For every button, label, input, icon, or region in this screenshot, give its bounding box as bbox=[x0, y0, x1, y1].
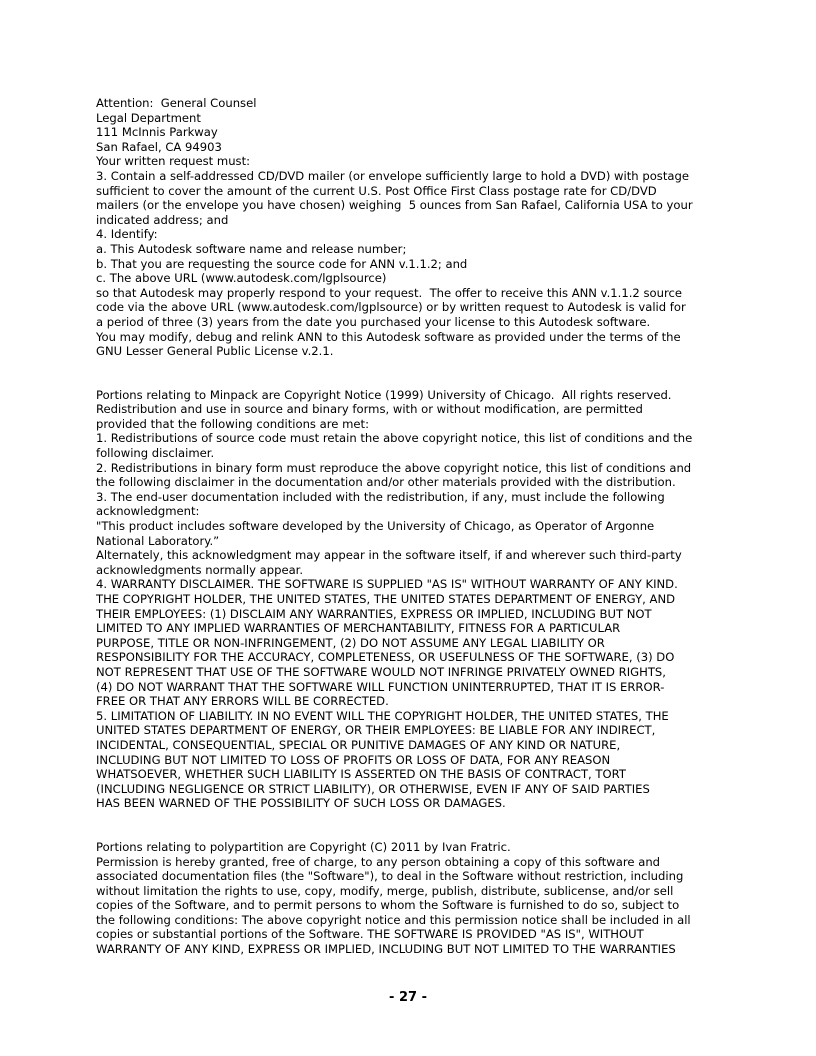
text-line: mailers (or the envelope you have chosen) weighing 5 ounces from San Rafael, California USA to your bbox=[96, 198, 693, 213]
section-spacer bbox=[96, 359, 726, 388]
text-line: Your written request must: bbox=[96, 154, 251, 169]
document-body bbox=[96, 96, 726, 957]
text-line: Permission is hereby granted, free of charge, to any person obtaining a copy of this software and bbox=[96, 854, 661, 869]
text-line: without limitation the rights to use, copy, modify, merge, publish, distribute, sublicense, and/or sell bbox=[96, 883, 674, 898]
text-line: acknowledgments normally appear. bbox=[96, 562, 304, 577]
text-line: 1. Redistributions of source code must retain the above copyright notice, this list of conditions and the bbox=[96, 431, 693, 446]
text-line: the following disclaimer in the documentation and/or other materials provided with the distribution. bbox=[96, 475, 676, 490]
text-line: THEIR EMPLOYEES: (1) DISCLAIM ANY WARRANTIES, EXPRESS OR IMPLIED, INCLUDING BUT NOT bbox=[96, 606, 652, 621]
text-line: UNITED STATES DEPARTMENT OF ENERGY, OR THEIR EMPLOYEES: BE LIABLE FOR ANY INDIRECT, bbox=[96, 723, 656, 738]
text-line: GNU Lesser General Public License v.2.1. bbox=[96, 344, 334, 359]
text-line: associated documentation files (the "Software"), to deal in the Software without restriction, including bbox=[96, 869, 684, 884]
text-line: Legal Department bbox=[96, 110, 201, 125]
text-line: b. That you are requesting the source code for ANN v.1.1.2; and bbox=[96, 256, 468, 271]
text-line: following disclaimer. bbox=[96, 446, 215, 461]
text-line: code via the above URL (www.autodesk.com/lgplsource) or by written request to Autodesk is valid for bbox=[96, 300, 686, 315]
section-spacer bbox=[96, 811, 726, 840]
text-line: RESPONSIBILITY FOR THE ACCURACY, COMPLETENESS, OR USEFULNESS OF THE SOFTWARE, (3) DO bbox=[96, 650, 675, 665]
text-line: acknowledgment: bbox=[96, 504, 200, 519]
text-line: National Laboratory.” bbox=[96, 533, 220, 548]
text-line: Alternately, this acknowledgment may appear in the software itself, if and wherever such third-party bbox=[96, 548, 682, 563]
text-line: LIMITED TO ANY IMPLIED WARRANTIES OF MERCHANTABILITY, FITNESS FOR A PARTICULAR bbox=[96, 621, 621, 636]
text-line: PURPOSE, TITLE OR NON-INFRINGEMENT, (2) DO NOT ASSUME ANY LEGAL LIABILITY OR bbox=[96, 635, 605, 650]
text-line: 2. Redistributions in binary form must reproduce the above copyright notice, this list of conditions and bbox=[96, 460, 692, 475]
text-line: Attention: General Counsel bbox=[96, 96, 257, 110]
text-line: San Rafael, CA 94903 bbox=[96, 139, 222, 154]
text-line: HAS BEEN WARNED OF THE POSSIBILITY OF SUCH LOSS OR DAMAGES. bbox=[96, 796, 506, 811]
text-line: c. The above URL (www.autodesk.com/lgplsource) bbox=[96, 271, 387, 286]
text-line: (INCLUDING NEGLIGENCE OR STRICT LIABILITY), OR OTHERWISE, EVEN IF ANY OF SAID PARTIES bbox=[96, 781, 650, 796]
text-line: a period of three (3) years from the date you purchased your license to this Autodesk software. bbox=[96, 314, 651, 329]
text-line: 4. Identify: bbox=[96, 227, 158, 242]
text-line: 4. WARRANTY DISCLAIMER. THE SOFTWARE IS SUPPLIED "AS IS" WITHOUT WARRANTY OF ANY KIND. bbox=[96, 577, 678, 592]
text-line: INCLUDING BUT NOT LIMITED TO LOSS OF PROFITS OR LOSS OF DATA, FOR ANY REASON bbox=[96, 752, 611, 767]
text-line: Portions relating to Minpack are Copyright Notice (1999) University of Chicago. All rights reserved. bbox=[96, 387, 672, 402]
text-line: Redistribution and use in source and binary forms, with or without modification, are permitted bbox=[96, 402, 643, 417]
text-line: WHATSOEVER, WHETHER SUCH LIABILITY IS ASSERTED ON THE BASIS OF CONTRACT, TORT bbox=[96, 767, 626, 782]
text-line: INCIDENTAL, CONSEQUENTIAL, SPECIAL OR PUNITIVE DAMAGES OF ANY KIND OR NATURE, bbox=[96, 737, 621, 752]
text-line: 5. LIMITATION OF LIABILITY. IN NO EVENT WILL THE COPYRIGHT HOLDER, THE UNITED STATES, THE bbox=[96, 708, 669, 723]
text-line: provided that the following conditions are met: bbox=[96, 416, 369, 431]
text-line: (4) DO NOT WARRANT THAT THE SOFTWARE WILL FUNCTION UNINTERRUPTED, THAT IT IS ERROR- bbox=[96, 679, 665, 694]
text-line: copies or substantial portions of the Software. THE SOFTWARE IS PROVIDED "AS IS", WITHOUT bbox=[96, 927, 644, 942]
text-line: copies of the Software, and to permit persons to whom the Software is furnished to do so, subject to bbox=[96, 898, 680, 913]
text-line: You may modify, debug and relink ANN to this Autodesk software as provided under the terms of the bbox=[96, 329, 681, 344]
text-line: 3. Contain a self-addressed CD/DVD mailer (or envelope sufficiently large to hold a DVD) with postage bbox=[96, 168, 689, 183]
section-minpack-notice bbox=[96, 388, 726, 811]
text-line: 111 McInnis Parkway bbox=[96, 125, 218, 140]
text-line: indicated address; and bbox=[96, 212, 229, 227]
section-ann-source-request bbox=[96, 96, 726, 359]
text-line: sufficient to cover the amount of the current U.S. Post Office First Class postage rate for CD/DVD bbox=[96, 183, 657, 198]
text-line: Portions relating to polypartition are Copyright (C) 2011 by Ivan Fratric. bbox=[96, 839, 511, 854]
text-line: WARRANTY OF ANY KIND, EXPRESS OR IMPLIED, INCLUDING BUT NOT LIMITED TO THE WARRANTIES bbox=[96, 942, 676, 957]
section-polypartition-notice bbox=[96, 840, 726, 957]
text-line: FREE OR THAT ANY ERRORS WILL BE CORRECTED. bbox=[96, 694, 389, 709]
text-line: the following conditions: The above copyright notice and this permission notice shall be included in all bbox=[96, 912, 691, 927]
text-line: "This product includes software developed by the University of Chicago, as Operator of Argonne bbox=[96, 519, 655, 534]
page-number: - 27 - bbox=[389, 990, 427, 1005]
text-line: NOT REPRESENT THAT USE OF THE SOFTWARE WOULD NOT INFRINGE PRIVATELY OWNED RIGHTS, bbox=[96, 664, 666, 679]
text-line: THE COPYRIGHT HOLDER, THE UNITED STATES, THE UNITED STATES DEPARTMENT OF ENERGY, AND bbox=[96, 592, 676, 606]
text-line: so that Autodesk may properly respond to your request. The offer to receive this ANN v.1.1.2 source bbox=[96, 285, 682, 300]
text-line: a. This Autodesk software name and release number; bbox=[96, 241, 407, 256]
text-line: 3. The end-user documentation included with the redistribution, if any, must include the following bbox=[96, 489, 665, 504]
